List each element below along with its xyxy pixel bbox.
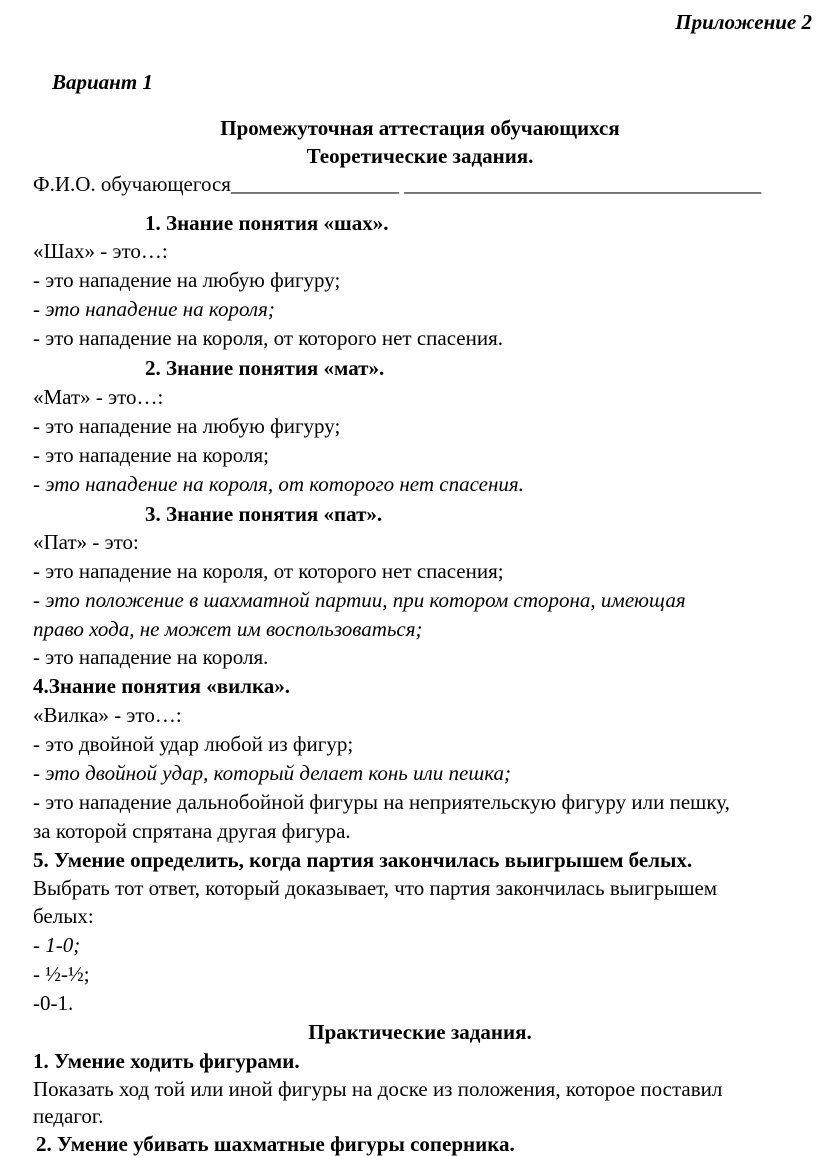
q4-heading: 4.Знание понятия «вилка». <box>33 674 291 698</box>
q3-prompt: «Пат» - это: <box>33 530 139 554</box>
document-subtitle: Теоретические задания. <box>306 144 534 168</box>
appendix-label: Приложение 2 <box>675 10 812 34</box>
practice-heading: Практические задания. <box>308 1020 532 1044</box>
q5-heading: 5. Умение определить, когда партия закончилась выигрышем белых. <box>33 848 693 872</box>
variant-label: Вариант 1 <box>52 70 153 94</box>
q2-option-3: - это нападение на короля, от которого нет спасения. <box>33 472 524 496</box>
document-title: Промежуточная аттестация обучающихся <box>220 116 620 140</box>
practice-1-heading: 1. Умение ходить фигурами. <box>33 1049 300 1073</box>
q3-option-1: - это нападение на короля, от которого нет спасения; <box>33 559 504 583</box>
q4-prompt: «Вилка» - это…: <box>33 703 182 727</box>
fio-line: Ф.И.О. обучающегося________________ __________________________________ <box>33 172 762 196</box>
q1-heading: 1. Знание понятия «шах». <box>145 211 389 235</box>
q1-option-2: - это нападение на короля; <box>33 297 275 321</box>
q4-option-3-cont: за которой спрятана другая фигура. <box>33 819 351 843</box>
practice-2-heading: 2. Умение убивать шахматные фигуры соперника. <box>36 1132 515 1156</box>
q3-option-2-cont: право хода, не может им воспользоваться; <box>33 617 423 641</box>
q1-prompt: «Шах» - это…: <box>33 239 168 263</box>
q4-option-3: - это нападение дальнобойной фигуры на неприятельскую фигуру или пешку, <box>33 790 730 814</box>
q3-heading: 3. Знание понятия «пат». <box>145 502 383 526</box>
q3-option-3: - это нападение на короля. <box>33 645 269 669</box>
q2-option-1: - это нападение на любую фигуру; <box>33 414 341 438</box>
q5-option-3: -0-1. <box>33 991 74 1015</box>
q1-option-3: - это нападение на короля, от которого нет спасения. <box>33 326 504 350</box>
q1-option-1: - это нападение на любую фигуру; <box>33 268 341 292</box>
q4-option-2: - это двойной удар, который делает конь или пешка; <box>33 761 511 785</box>
practice-1-line-1: Показать ход той или иной фигуры на доске из положения, которое поставил <box>33 1077 723 1101</box>
q5-prompt-1: Выбрать тот ответ, который доказывает, что партия закончилась выигрышем <box>33 876 718 900</box>
q5-prompt-2: белых: <box>33 904 94 928</box>
q3-option-2: - это положение в шахматной партии, при котором сторона, имеющая <box>33 588 686 612</box>
q2-option-2: - это нападение на короля; <box>33 443 269 467</box>
q2-heading: 2. Знание понятия «мат». <box>145 356 385 380</box>
q5-option-1: - 1-0; <box>33 933 81 957</box>
q4-option-1: - это двойной удар любой из фигур; <box>33 732 354 756</box>
q2-prompt: «Мат» - это…: <box>33 385 164 409</box>
practice-1-line-2: педагог. <box>33 1104 104 1128</box>
q5-option-2: - ½-½; <box>33 962 90 986</box>
